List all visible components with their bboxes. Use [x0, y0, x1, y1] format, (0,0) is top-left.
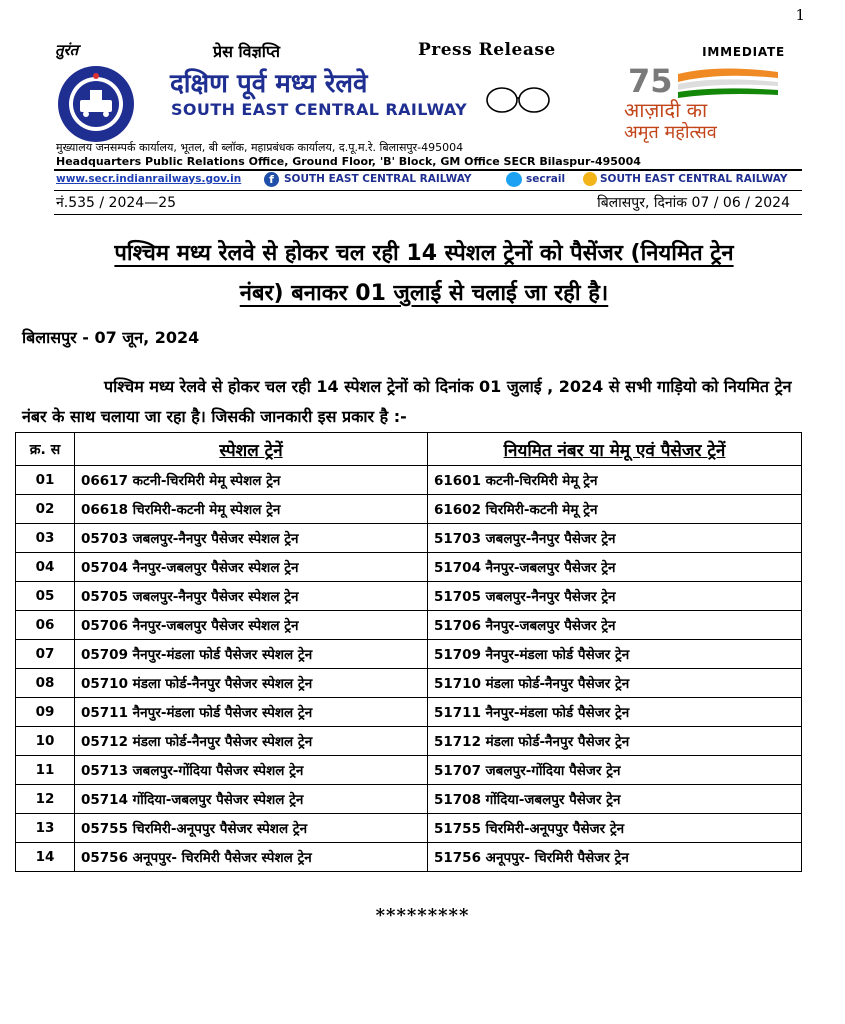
table-row — [16, 669, 802, 698]
header-special-trains: स्पेशल ट्रेनें — [75, 433, 428, 466]
regular-train: 51708 गोंदिया-जबलपुर पैसेजर ट्रेन — [428, 785, 802, 814]
page-number: 1 — [795, 6, 805, 24]
table-row — [16, 524, 802, 553]
row-serial: 12 — [16, 785, 75, 814]
swachh-bharat-glasses-icon — [482, 83, 554, 117]
special-train: 05714 गोंदिया-जबलपुर पैसेजर स्पेशल ट्रेन — [75, 785, 428, 814]
table-row — [16, 785, 802, 814]
regular-train: 51704 नैनपुर-जबलपुर पैसेजर ट्रेन — [428, 553, 802, 582]
row-serial: 14 — [16, 843, 75, 872]
facebook-icon: f — [264, 172, 279, 187]
regular-train: 61602 चिरमिरी-कटनी मेमू ट्रेन — [428, 495, 802, 524]
row-serial: 03 — [16, 524, 75, 553]
press-release-label: Press Release — [418, 40, 556, 60]
special-train: 05755 चिरमिरी-अनूपपुर पैसेजर स्पेशल ट्रेन — [75, 814, 428, 843]
title-line-1: पश्चिम मध्य रेलवे से होकर चल रही 14 स्पेशल ट्रेनों को पैसेंजर (नियमित ट्रेन — [114, 241, 734, 266]
row-serial: 08 — [16, 669, 75, 698]
dateline: बिलासपुर - 07 जून, 2024 — [22, 328, 200, 347]
special-train: 05713 जबलपुर-गोंदिया पैसेजर स्पेशल ट्रेन — [75, 756, 428, 785]
special-train: 05703 जबलपुर-नैनपुर पैसेजर स्पेशल ट्रेन — [75, 524, 428, 553]
regular-train: 51706 नैनपुर-जबलपुर पैसेजर ट्रेन — [428, 611, 802, 640]
table-row — [16, 582, 802, 611]
railway-name-english: SOUTH EAST CENTRAL RAILWAY — [171, 100, 468, 119]
row-serial: 05 — [16, 582, 75, 611]
amrit-mahotsav-logo — [608, 62, 788, 142]
hq-address-english: Headquarters Public Relations Office, Ground Floor, 'B' Block, GM Office SECR Bilaspur-495004 — [56, 155, 641, 168]
regular-train: 51707 जबलपुर-गोंदिया पैसेजर ट्रेन — [428, 756, 802, 785]
row-serial: 09 — [16, 698, 75, 727]
website-link[interactable]: www.secr.indianrailways.gov.in — [56, 173, 242, 185]
amrit-line1: आज़ादी का — [624, 98, 708, 122]
special-train: 05706 नैनपुर-जबलपुर पैसेजर स्पेशल ट्रेन — [75, 611, 428, 640]
table-row — [16, 495, 802, 524]
letterhead-top-row — [55, 40, 785, 62]
row-serial: 02 — [16, 495, 75, 524]
twitter-handle[interactable]: secrail — [526, 173, 566, 185]
social-links-row — [54, 172, 802, 190]
end-marker: ********* — [375, 905, 470, 926]
special-train: 05709 नैनपुर-मंडला फोर्ड पैसेजर स्पेशल ट्रेन — [75, 640, 428, 669]
table-row — [16, 698, 802, 727]
urgent-label: तुरंत — [55, 41, 79, 59]
row-serial: 07 — [16, 640, 75, 669]
regular-train: 51711 नैनपुर-मंडला फोर्ड पैसेजर ट्रेन — [428, 698, 802, 727]
row-serial: 13 — [16, 814, 75, 843]
railway-name-hindi: दक्षिण पूर्व मध्य रेलवे — [170, 69, 368, 99]
row-serial: 04 — [16, 553, 75, 582]
amrit-line2: अमृत महोत्सव — [624, 122, 717, 143]
immediate-label: IMMEDIATE — [702, 45, 785, 59]
regular-train: 51709 नैनपुर-मंडला फोर्ड पैसेजर ट्रेन — [428, 640, 802, 669]
regular-train: 51755 चिरमिरी-अनूपपुर पैसेजर ट्रेन — [428, 814, 802, 843]
hq-address-hindi: मुख्यालय जनसम्पर्क कार्यालय, भूतल, बी ब्लॉक, महाप्रबंधक कार्यालय, द.पू.म.रे. बिलासपुर-495004 — [56, 141, 464, 154]
divider — [54, 214, 802, 215]
twitter-icon — [506, 172, 522, 187]
row-serial: 01 — [16, 466, 75, 495]
regular-train: 51712 मंडला फोर्ड-नैनपुर पैसेजर ट्रेन — [428, 727, 802, 756]
special-train: 05712 मंडला फोर्ड-नैनपुर पैसेजर स्पेशल ट्रेन — [75, 727, 428, 756]
koo-icon — [583, 172, 597, 186]
regular-train: 51703 जबलपुर-नैनपुर पैसेजर ट्रेन — [428, 524, 802, 553]
special-train: 06617 कटनी-चिरमिरी मेमू स्पेशल ट्रेन — [75, 466, 428, 495]
svg-text:75: 75 — [628, 62, 673, 98]
indian-railways-logo-icon — [56, 64, 136, 144]
body-paragraph: पश्चिम मध्य रेलवे से होकर चल रही 14 स्पेशल ट्रेनों को दिनांक 01 जुलाई , 2024 से सभी गाड़ियो को नियमित ट्रेन नंबर के साथ चलाया जा रहा है। जिसकी जानकारी इस प्रकार है :- — [22, 377, 792, 426]
divider — [54, 169, 802, 171]
koo-handle[interactable]: SOUTH EAST CENTRAL RAILWAY — [600, 173, 788, 185]
issue-place-date: बिलासपुर, दिनांक 07 / 06 / 2024 — [597, 195, 790, 211]
special-train: 05705 जबलपुर-नैनपुर पैसेजर स्पेशल ट्रेन — [75, 582, 428, 611]
special-train: 06618 चिरमिरी-कटनी मेमू स्पेशल ट्रेन — [75, 495, 428, 524]
header-serial: क्र. स — [16, 433, 75, 466]
reference-number: नं.535 / 2024—25 — [56, 195, 177, 211]
special-train: 05710 मंडला फोर्ड-नैनपुर पैसेजर स्पेशल ट्रेन — [75, 669, 428, 698]
train-table — [15, 432, 802, 872]
table-row — [16, 756, 802, 785]
special-train: 05704 नैनपुर-जबलपुर पैसेजर स्पेशल ट्रेन — [75, 553, 428, 582]
divider — [54, 190, 802, 191]
table-row — [16, 466, 802, 495]
table-row — [16, 843, 802, 872]
facebook-handle[interactable]: SOUTH EAST CENTRAL RAILWAY — [284, 173, 472, 185]
header-regular-trains: नियमित नंबर या मेमू एवं पैसेजर ट्रेनें — [428, 433, 802, 466]
special-train: 05756 अनूपपुर- चिरमिरी पैसेजर स्पेशल ट्रेन — [75, 843, 428, 872]
title-line-2: नंबर) बनाकर 01 जुलाई से चलाई जा रही है। — [239, 281, 609, 306]
table-row — [16, 611, 802, 640]
press-release-title — [24, 234, 824, 314]
table-header-row — [16, 433, 802, 466]
row-serial: 06 — [16, 611, 75, 640]
regular-train: 61601 कटनी-चिरमिरी मेमू ट्रेन — [428, 466, 802, 495]
row-serial: 11 — [16, 756, 75, 785]
press-vigyapti-label: प्रेस विज्ञप्ति — [213, 42, 280, 61]
table-body — [16, 466, 802, 872]
regular-train: 51705 जबलपुर-नैनपुर पैसेजर ट्रेन — [428, 582, 802, 611]
table-row — [16, 727, 802, 756]
regular-train: 51756 अनूपपुर- चिरमिरी पैसेजर ट्रेन — [428, 843, 802, 872]
table-row — [16, 553, 802, 582]
table-row — [16, 814, 802, 843]
amrit-mahotsav-75-logo-icon — [608, 62, 788, 98]
regular-train: 51710 मंडला फोर्ड-नैनपुर पैसेजर ट्रेन — [428, 669, 802, 698]
row-serial: 10 — [16, 727, 75, 756]
special-train: 05711 नैनपुर-मंडला फोर्ड पैसेजर स्पेशल ट्रेन — [75, 698, 428, 727]
table-row — [16, 640, 802, 669]
